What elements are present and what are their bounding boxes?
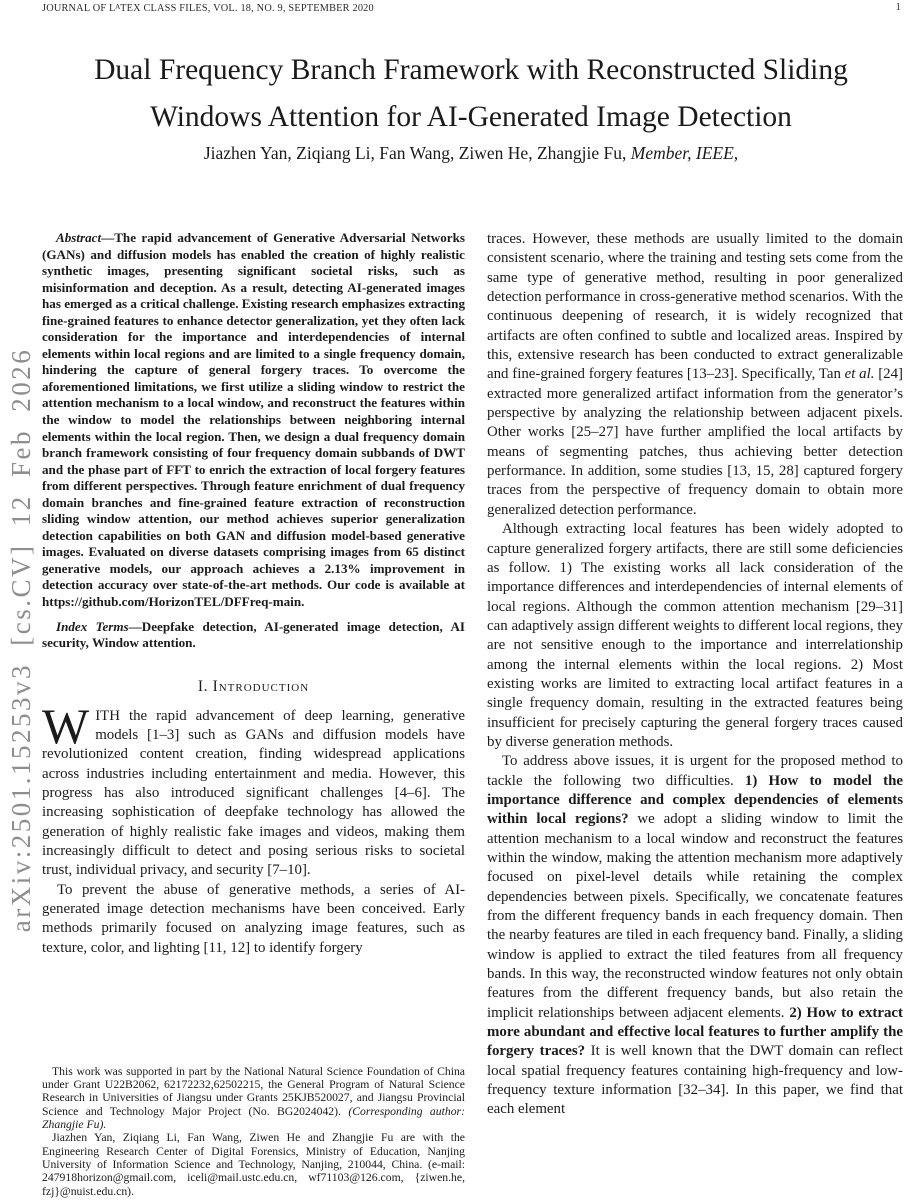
footnote bbox=[42, 1065, 465, 1198]
two-column-body bbox=[42, 230, 903, 1198]
latex-logo-a: A bbox=[115, 2, 121, 11]
abstract-label: Abstract bbox=[56, 230, 102, 245]
research-question-2: 2) How to extract more abundant and effective local features to further amplify the forgery traces? bbox=[487, 1004, 904, 1060]
index-terms-text: —Deepfake detection, AI-generated image detection, AI security, Window attention. bbox=[42, 618, 465, 651]
index-terms-label: Index Terms bbox=[56, 618, 129, 634]
ieee-membership: Member, IEEE, bbox=[630, 143, 739, 163]
right-column bbox=[487, 230, 903, 1198]
corresponding-author-note: (Corresponding author: Zhangjie Fu). bbox=[42, 1104, 465, 1131]
running-header bbox=[42, 2, 901, 14]
drop-cap: W bbox=[42, 697, 90, 754]
code-repository-link[interactable]: https://github.com/HorizonTEL/DFFreq-main bbox=[42, 594, 302, 610]
section-number: I. bbox=[197, 677, 209, 695]
section-heading-introduction bbox=[42, 678, 465, 696]
section-title: Introduction bbox=[212, 677, 310, 695]
abstract-text: —The rapid advancement of Generative Adversarial Networks (GANs) and diffusion models has enabled the creation of highly realistic synthetic images, presenting significant societal risks, such as misinformation and deception. As a result, detecting AI-generated images has emerged as a critical challenge. Existing research emphasizes extracting fine-grained features to enhance detector generalization, yet they often lack consideration for the importance and interdependencies of internal elements within local regions and are limited to a single frequency domain, hindering the capture of general forgery traces. To overcome the aforementioned limitations, we first utilize a sliding window to restrict the attention mechanism to a local window, and reconstruct the features within the window to model the relationships between neighboring internal elements within the local region. Then, we design a dual frequency domain branch framework consisting of four frequency domain subbands of DWT and the phase part of FFT to enrich the extraction of local forgery features from different perspectives. Through feature enrichment of dual frequency domain branches and fine-grained feature extraction of reconstruction sliding window attention, our method achieves superior generalization detection capabilities on both GAN and diffusion model-based generative images. Evaluated on diverse datasets comprising images from 65 distinct generative models, our approach achieves a 2.13% improvement in detection accuracy over state-of-the-art methods. Our code is available at bbox=[42, 230, 465, 593]
paper-title: Dual Frequency Branch Framework with Reconstructed Sliding Windows Attention for AI-Generated Image Detection bbox=[94, 54, 848, 133]
authors-line bbox=[40, 143, 902, 164]
right-paragraph-2: Although extracting local features has been widely adopted to capture generalized forgery artifacts, there are still some deficiencies as follow. 1) The existing works all lack consideration of the importance differences and interdependencies of internal elements of local regions. Although the common attention mechanism [29–31] can adaptively assign different weights to different local regions, they are not sensitive enough to the importance and interrelationship among the internal elements within the local regions. 2) Most existing works are limited to extracting local artifact features in a single frequency domain, resulting in the extracted features being insufficient for precisely capturing the general forgery traces caused by diverse generation methods. bbox=[487, 521, 903, 750]
intro-paragraph-2: To prevent the abuse of generative methods, a series of AI-generated image detection mechanisms have been conceived. Early methods primarily focused on analyzing image features, such as texture, color, and lighting [11, 12] to identify forgery bbox=[42, 881, 465, 956]
funding-note: This work was supported in part by the National Natural Science Foundation of China under Grant U22B2062, 62172232,62502215, the General Program of Natural Science Research in Universities of Jiangsu under Grants 25KJB520027, and Jiangsu Provincial Science and Technology Major Project (No. BG2024042). (Corresponding author: Zhangjie Fu). bbox=[42, 1064, 465, 1131]
affiliation-note: Jiazhen Yan, Ziqiang Li, Fan Wang, Ziwen He and Zhangjie Fu are with the Engineering Research Center of Digital Forensics, Ministry of Education, Nanjing University of Information Science and Technology, Nanjing, 210044, China. (e-mail: 247918horizon@gmail.com, iceli@mail.ustc.edu.cn, wf71103@126.com, {ziwen.he, fzj}@nuist.edu.cn). bbox=[42, 1131, 465, 1198]
right-paragraph-3: To address above issues, it is urgent for the proposed method to tackle the following two difficulties. 1) How to model the importance difference and complex dependencies of elements within local regions? we adopt a sliding window to limit the attention mechanism to a local window and reconstruct the features within the window, making the attention mechanism more adaptively focused on pixel-level details while retaining the complex dependencies between pixels. Specifically, we concatenate features from the different frequency bands in each frequency domain. Then the nearby features are tiled in each frequency band. Finally, a sliding window is applied to extract the tiled features from all frequency bands. In this way, the reconstructed window features not only obtain features from the different frequency bands, but also retain the implicit relationships between adjacent elements. 2) How to extract more abundant and effective local features to further amplify the forgery traces? It is well known that the DWT domain can reflect local spatial frequency features containing high-frequency and low-frequency texture information [32–34]. In this paper, we find that each element bbox=[487, 753, 904, 1118]
journal-header: JOURNAL OF $L^ATEX$ CLASS FILES, VOL. 18, NO. 9, SEPTEMBER 2020 bbox=[42, 2, 374, 15]
intro-paragraph-1: WITH the rapid advancement of deep learning, generative models [1–3] such as GANs and diffusion models have revolutionized content creation, finding widespread applications across industries including entertainment and media. However, this progress has also introduced significant challenges [4–6]. The increasing sophistication of deepfake technology has allowed the generation of highly realistic fake images and videos, making them increasingly difficult to detect and posing serious risks to societal trust, individual privacy, and security [7–10]. bbox=[42, 697, 465, 879]
page-number: 1 bbox=[895, 2, 901, 13]
et-al-citation: et al. bbox=[844, 366, 875, 383]
arxiv-watermark: arXiv:2501.15253v3 [cs.CV] 12 Feb 2026 bbox=[6, 347, 36, 933]
left-column bbox=[42, 230, 465, 1198]
abstract: Abstract—The rapid advancement of Generative Adversarial Networks (GANs) and diffusion models has enabled the creation of highly realistic synthetic images, presenting significant societal risks, such as misinformation and deception. As a result, detecting AI-generated images has emerged as a critical challenge. Existing research emphasizes extracting fine-grained features to enhance detector generalization, yet they often lack consideration for the importance and interdependencies of internal elements within local regions and are limited to a single frequency domain, hindering the capture of general forgery traces. To overcome the aforementioned limitations, we first utilize a sliding window to restrict the attention mechanism to a local window, and reconstruct the features within the window to model the relationships between neighboring internal elements within the local region. Then, we design a dual frequency domain branch framework consisting of four frequency domain subbands of DWT and the phase part of FFT to enrich the extraction of local forgery features from different perspectives. Through feature enrichment of dual frequency domain branches and fine-grained feature extraction of reconstruction sliding window attention, our method achieves superior generalization detection capabilities on both GAN and diffusion model-based generative images. Evaluated on diverse datasets comprising images from 65 distinct generative models, our approach achieves a 2.13% improvement in detection accuracy over state-of-the-art methods. Our code is available at https://github.com/HorizonTEL/DFFreq-main. bbox=[42, 230, 465, 610]
author-names: Jiazhen Yan, Ziqiang Li, Fan Wang, Ziwen He, Zhangjie Fu, bbox=[203, 143, 631, 163]
index-terms bbox=[42, 619, 465, 652]
research-question-1: 1) How to model the importance difference and complex dependencies of elements within local regions? bbox=[487, 772, 903, 828]
right-paragraph-1: traces. However, these methods are usually limited to the domain consistent scenario, where the training and testing sets come from the same type of generative method, resulting in poor generalized detection performance in cross-generative method scenarios. With the continuous deepening of research, it is widely recognized that artifacts are often confined to subtle and localized areas. Inspired by this, extensive research has been conducted to extract generalizable and fine-grained forgery features [13–23]. Specifically, Tan et al. [24] extracted more generalized artifact information from the generator’s perspective by analyzing the relationship between adjacent pixels. Other works [25–27] have further amplified the local artifacts by means of segmenting patches, thus achieving better detection performance. In addition, some studies [13, 15, 28] captured forgery traces from the perspective of frequency domain to obtain more generalized detection performance. bbox=[487, 231, 903, 518]
